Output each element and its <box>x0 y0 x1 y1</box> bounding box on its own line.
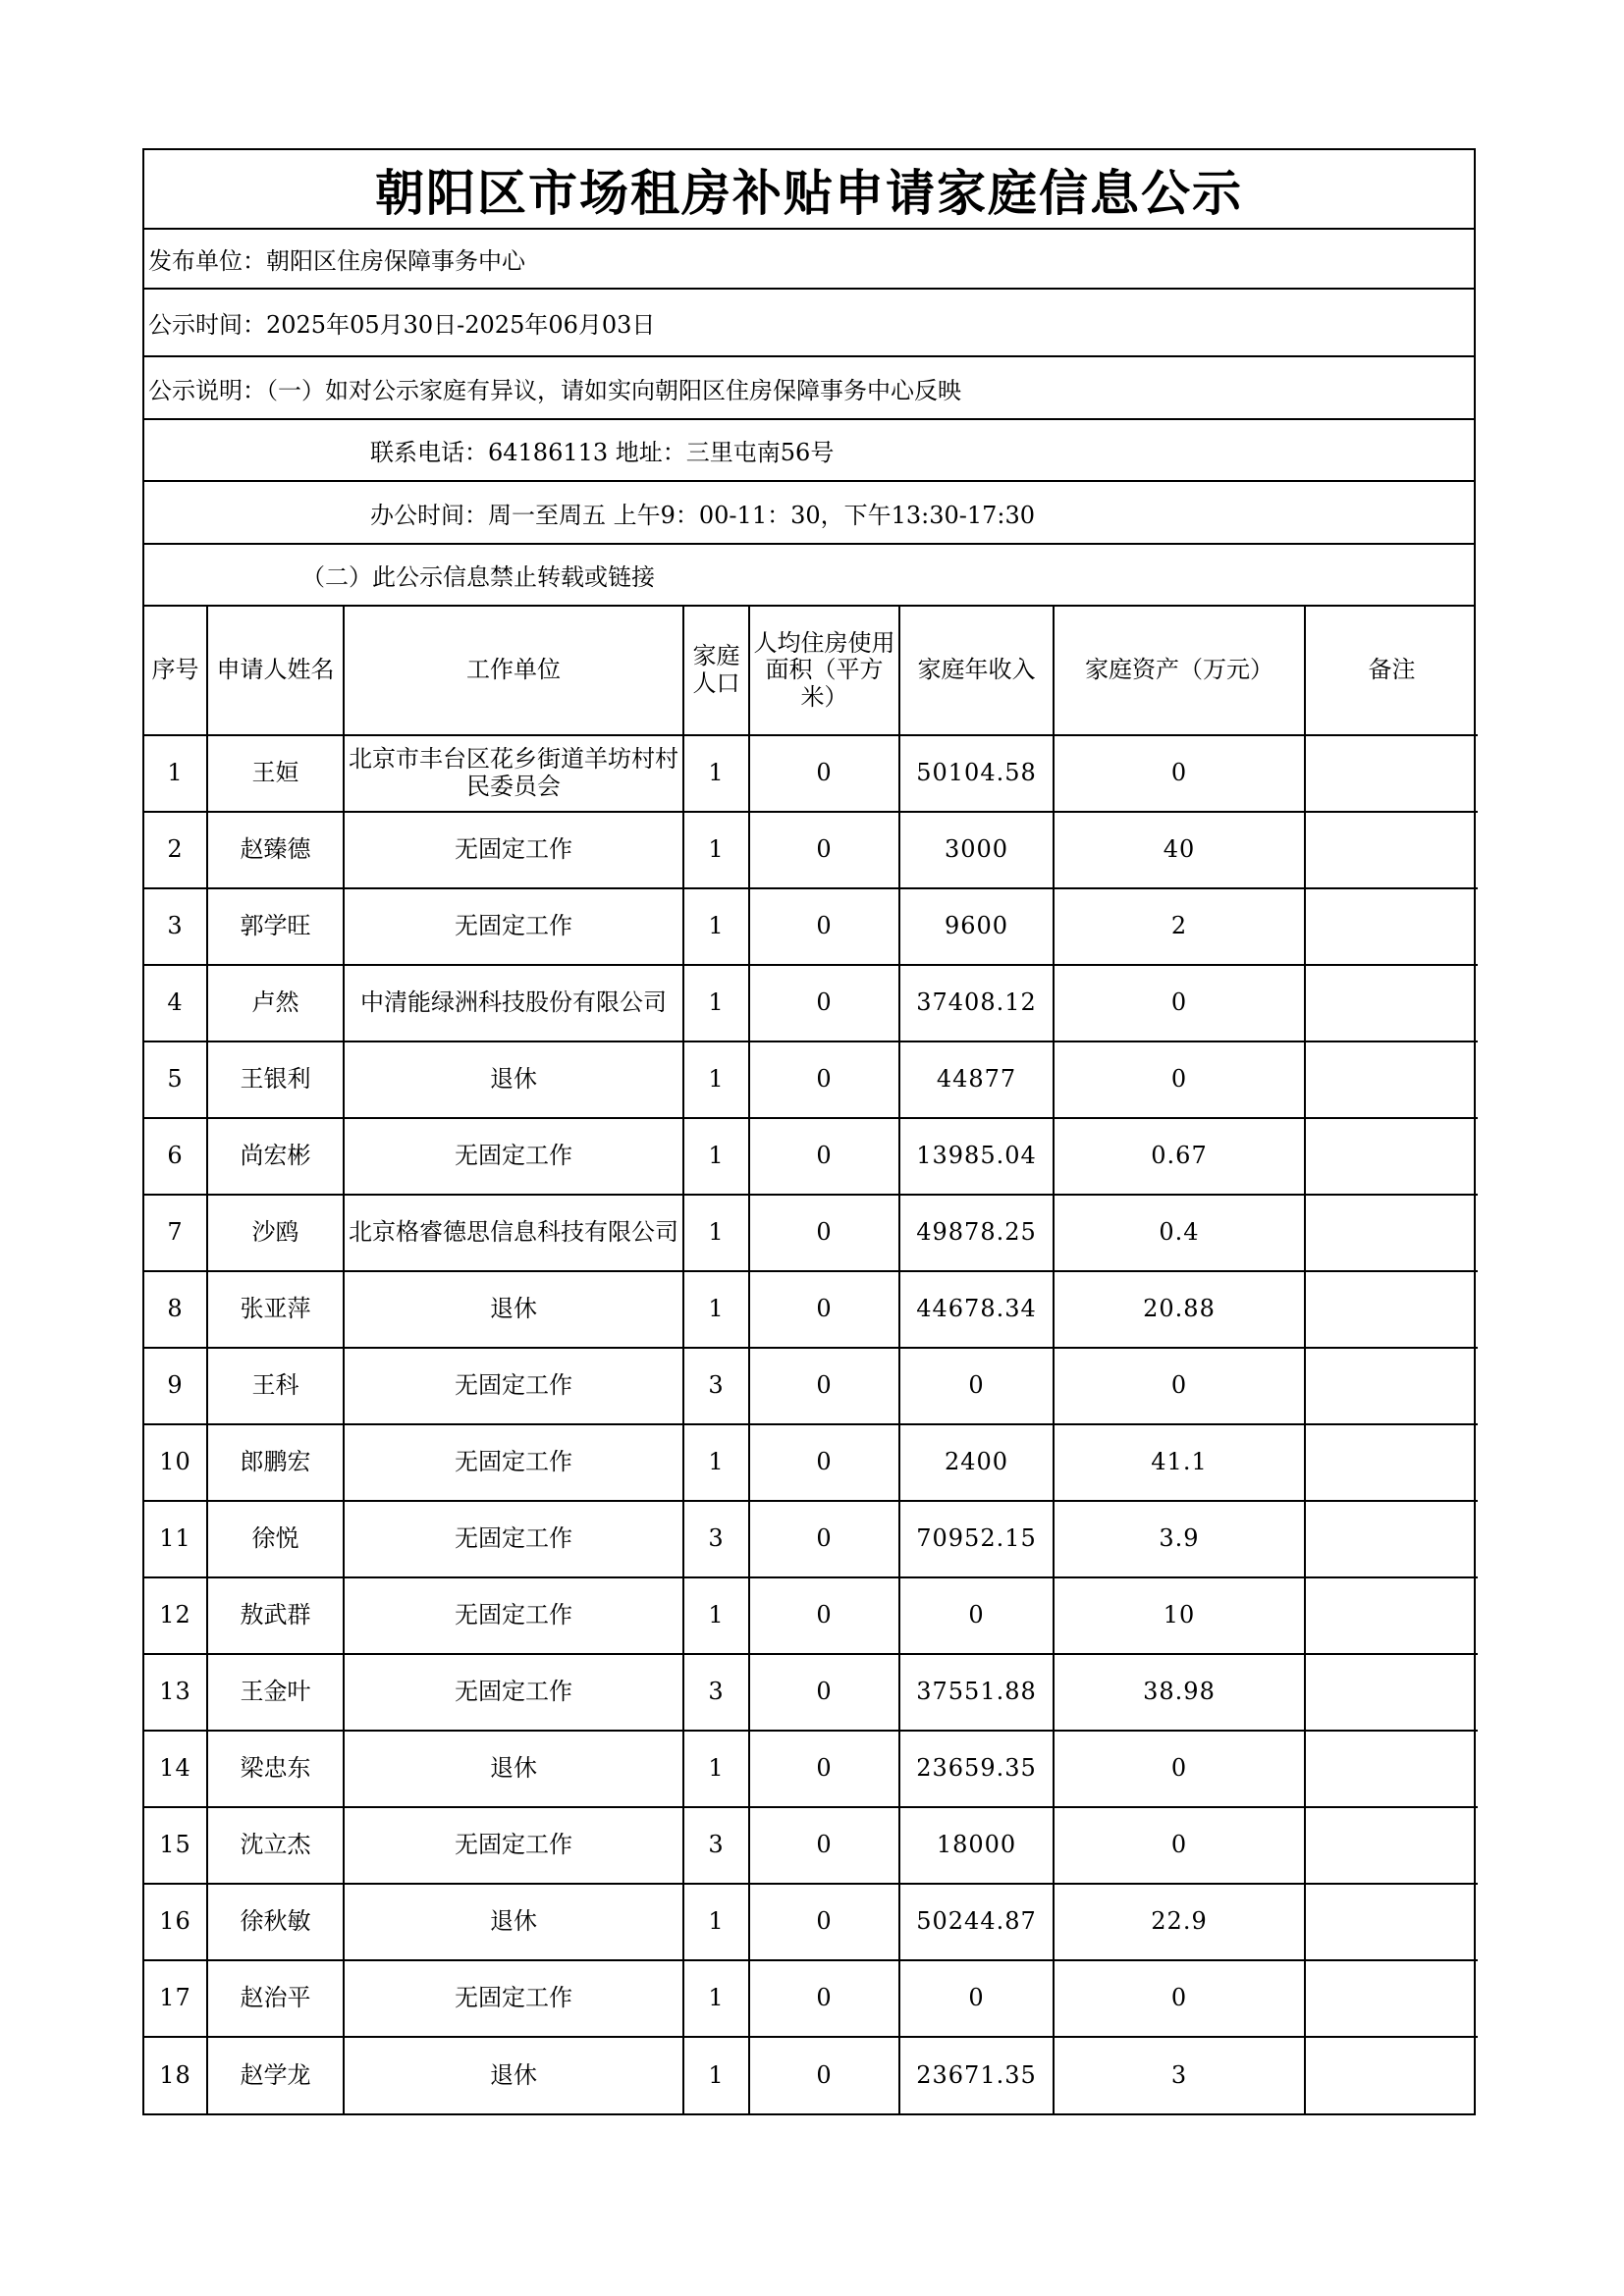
header-income: 家庭年收入 <box>899 607 1054 735</box>
cell-employer: 无固定工作 <box>344 1348 683 1424</box>
table-row <box>144 1118 1478 1195</box>
cell-income: 23671.35 <box>899 2037 1054 2113</box>
cell-employer: 北京格睿德思信息科技有限公司 <box>344 1195 683 1271</box>
cell-index: 13 <box>144 1654 207 1731</box>
hours-text: 办公时间：周一至周五 上午9：00-11：30，下午13:30-17:30 <box>370 501 1036 529</box>
cell-index: 15 <box>144 1807 207 1884</box>
cell-income: 50244.87 <box>899 1884 1054 1960</box>
cell-name: 王科 <box>207 1348 344 1424</box>
cell-remarks <box>1305 812 1478 888</box>
cell-name: 沙鸥 <box>207 1195 344 1271</box>
table-row <box>144 1654 1478 1731</box>
cell-area: 0 <box>749 1807 899 1884</box>
cell-income: 37551.88 <box>899 1654 1054 1731</box>
cell-index: 10 <box>144 1424 207 1501</box>
period-line <box>144 290 1474 357</box>
cell-name: 王银利 <box>207 1041 344 1118</box>
cell-index: 16 <box>144 1884 207 1960</box>
cell-household-size: 1 <box>683 965 749 1041</box>
cell-name: 沈立杰 <box>207 1807 344 1884</box>
cell-assets: 0 <box>1054 1348 1305 1424</box>
cell-assets: 0 <box>1054 1807 1305 1884</box>
cell-name: 王金叶 <box>207 1654 344 1731</box>
cell-employer: 中清能绿洲科技股份有限公司 <box>344 965 683 1041</box>
cell-assets: 0.67 <box>1054 1118 1305 1195</box>
cell-employer: 无固定工作 <box>344 1807 683 1884</box>
cell-employer: 无固定工作 <box>344 1501 683 1577</box>
table-row <box>144 1271 1478 1348</box>
header-employer: 工作单位 <box>344 607 683 735</box>
publisher-line <box>144 230 1474 290</box>
cell-name: 敖武群 <box>207 1577 344 1654</box>
cell-name: 郭学旺 <box>207 888 344 965</box>
table-row <box>144 812 1478 888</box>
cell-area: 0 <box>749 1654 899 1731</box>
cell-income: 9600 <box>899 888 1054 965</box>
cell-index: 11 <box>144 1501 207 1577</box>
cell-household-size: 3 <box>683 1501 749 1577</box>
table-row <box>144 888 1478 965</box>
table-row <box>144 1195 1478 1271</box>
cell-household-size: 1 <box>683 1271 749 1348</box>
cell-assets: 2 <box>1054 888 1305 965</box>
cell-remarks <box>1305 1195 1478 1271</box>
cell-household-size: 1 <box>683 1118 749 1195</box>
cell-employer: 无固定工作 <box>344 1118 683 1195</box>
hours-line <box>144 482 1474 545</box>
cell-remarks <box>1305 1960 1478 2037</box>
cell-index: 5 <box>144 1041 207 1118</box>
cell-area: 0 <box>749 1271 899 1348</box>
cell-area: 0 <box>749 1348 899 1424</box>
period-text: 公示时间：2025年05月30日-2025年06月03日 <box>148 311 656 339</box>
header-household-size: 家庭人口 <box>683 607 749 735</box>
cell-income: 44678.34 <box>899 1271 1054 1348</box>
cell-household-size: 1 <box>683 812 749 888</box>
cell-name: 梁忠东 <box>207 1731 344 1807</box>
cell-area: 0 <box>749 1960 899 2037</box>
cell-income: 44877 <box>899 1041 1054 1118</box>
cell-income: 37408.12 <box>899 965 1054 1041</box>
cell-remarks <box>1305 1424 1478 1501</box>
cell-household-size: 1 <box>683 1884 749 1960</box>
cell-employer: 退休 <box>344 1271 683 1348</box>
table-row <box>144 735 1478 812</box>
note1-text: 公示说明：（一）如对公示家庭有异议，请如实向朝阳区住房保障事务中心反映 <box>148 376 961 404</box>
table-row <box>144 1501 1478 1577</box>
cell-index: 7 <box>144 1195 207 1271</box>
cell-remarks <box>1305 735 1478 812</box>
publisher-text: 发布单位：朝阳区住房保障事务中心 <box>148 247 525 275</box>
cell-index: 2 <box>144 812 207 888</box>
cell-name: 赵治平 <box>207 1960 344 2037</box>
note2-line <box>144 545 1474 607</box>
cell-income: 2400 <box>899 1424 1054 1501</box>
table-row <box>144 1577 1478 1654</box>
header-assets: 家庭资产（万元） <box>1054 607 1305 735</box>
cell-name: 赵学龙 <box>207 2037 344 2113</box>
cell-index: 12 <box>144 1577 207 1654</box>
table-row <box>144 1960 1478 2037</box>
cell-employer: 无固定工作 <box>344 1654 683 1731</box>
cell-remarks <box>1305 1041 1478 1118</box>
cell-income: 13985.04 <box>899 1118 1054 1195</box>
page-title: 朝阳区市场租房补贴申请家庭信息公示 <box>144 150 1474 230</box>
contact-line <box>144 420 1474 482</box>
cell-employer: 退休 <box>344 1041 683 1118</box>
cell-employer: 退休 <box>344 2037 683 2113</box>
applicant-table <box>144 607 1478 2113</box>
cell-index: 3 <box>144 888 207 965</box>
cell-income: 49878.25 <box>899 1195 1054 1271</box>
header-remarks: 备注 <box>1305 607 1478 735</box>
header-area: 人均住房使用面积（平方米） <box>749 607 899 735</box>
cell-area: 0 <box>749 735 899 812</box>
cell-remarks <box>1305 1731 1478 1807</box>
cell-assets: 20.88 <box>1054 1271 1305 1348</box>
cell-remarks <box>1305 888 1478 965</box>
table-row <box>144 1041 1478 1118</box>
table-row <box>144 1731 1478 1807</box>
cell-household-size: 1 <box>683 1731 749 1807</box>
cell-assets: 0 <box>1054 1041 1305 1118</box>
cell-index: 9 <box>144 1348 207 1424</box>
cell-employer: 退休 <box>344 1884 683 1960</box>
cell-area: 0 <box>749 2037 899 2113</box>
cell-area: 0 <box>749 812 899 888</box>
cell-area: 0 <box>749 1501 899 1577</box>
cell-index: 17 <box>144 1960 207 2037</box>
cell-name: 郎鹏宏 <box>207 1424 344 1501</box>
cell-index: 4 <box>144 965 207 1041</box>
cell-index: 14 <box>144 1731 207 1807</box>
cell-name: 张亚萍 <box>207 1271 344 1348</box>
cell-income: 0 <box>899 1348 1054 1424</box>
cell-assets: 3.9 <box>1054 1501 1305 1577</box>
cell-area: 0 <box>749 1424 899 1501</box>
cell-income: 70952.15 <box>899 1501 1054 1577</box>
table-row <box>144 1348 1478 1424</box>
cell-assets: 40 <box>1054 812 1305 888</box>
cell-assets: 0 <box>1054 1960 1305 2037</box>
cell-name: 赵臻德 <box>207 812 344 888</box>
table-row <box>144 965 1478 1041</box>
cell-index: 8 <box>144 1271 207 1348</box>
cell-assets: 0.4 <box>1054 1195 1305 1271</box>
cell-remarks <box>1305 1807 1478 1884</box>
cell-employer: 无固定工作 <box>344 888 683 965</box>
cell-household-size: 1 <box>683 1041 749 1118</box>
cell-income: 18000 <box>899 1807 1054 1884</box>
cell-employer: 北京市丰台区花乡街道羊坊村村民委员会 <box>344 735 683 812</box>
cell-household-size: 3 <box>683 1348 749 1424</box>
cell-assets: 0 <box>1054 965 1305 1041</box>
cell-remarks <box>1305 1501 1478 1577</box>
cell-assets: 0 <box>1054 1731 1305 1807</box>
cell-remarks <box>1305 1118 1478 1195</box>
cell-household-size: 1 <box>683 735 749 812</box>
cell-assets: 3 <box>1054 2037 1305 2113</box>
table-row <box>144 1807 1478 1884</box>
cell-assets: 10 <box>1054 1577 1305 1654</box>
table-header-row <box>144 607 1478 735</box>
cell-area: 0 <box>749 1731 899 1807</box>
cell-income: 0 <box>899 1960 1054 2037</box>
cell-income: 3000 <box>899 812 1054 888</box>
cell-area: 0 <box>749 1577 899 1654</box>
cell-name: 卢然 <box>207 965 344 1041</box>
cell-employer: 无固定工作 <box>344 1424 683 1501</box>
cell-area: 0 <box>749 1041 899 1118</box>
table-row <box>144 1884 1478 1960</box>
header-name: 申请人姓名 <box>207 607 344 735</box>
contact-text: 联系电话：64186113 地址：三里屯南56号 <box>370 439 835 466</box>
table-body <box>144 735 1478 2113</box>
cell-household-size: 3 <box>683 1654 749 1731</box>
cell-household-size: 1 <box>683 1960 749 2037</box>
cell-household-size: 3 <box>683 1807 749 1884</box>
cell-name: 徐秋敏 <box>207 1884 344 1960</box>
cell-assets: 38.98 <box>1054 1654 1305 1731</box>
note1-line <box>144 357 1474 420</box>
cell-area: 0 <box>749 965 899 1041</box>
cell-index: 1 <box>144 735 207 812</box>
cell-area: 0 <box>749 1884 899 1960</box>
cell-household-size: 1 <box>683 1424 749 1501</box>
cell-household-size: 1 <box>683 1195 749 1271</box>
cell-area: 0 <box>749 1195 899 1271</box>
cell-household-size: 1 <box>683 1577 749 1654</box>
cell-remarks <box>1305 965 1478 1041</box>
cell-household-size: 1 <box>683 888 749 965</box>
note2-text: （二）此公示信息禁止转载或链接 <box>301 563 655 591</box>
cell-employer: 无固定工作 <box>344 812 683 888</box>
notice-sheet <box>142 148 1476 2115</box>
cell-remarks <box>1305 1348 1478 1424</box>
table-row <box>144 2037 1478 2113</box>
cell-employer: 退休 <box>344 1731 683 1807</box>
cell-household-size: 1 <box>683 2037 749 2113</box>
cell-assets: 22.9 <box>1054 1884 1305 1960</box>
table-row <box>144 1424 1478 1501</box>
cell-name: 王姮 <box>207 735 344 812</box>
cell-employer: 无固定工作 <box>344 1960 683 2037</box>
cell-remarks <box>1305 2037 1478 2113</box>
cell-name: 徐悦 <box>207 1501 344 1577</box>
cell-area: 0 <box>749 1118 899 1195</box>
cell-remarks <box>1305 1884 1478 1960</box>
cell-index: 6 <box>144 1118 207 1195</box>
cell-assets: 41.1 <box>1054 1424 1305 1501</box>
cell-income: 50104.58 <box>899 735 1054 812</box>
cell-assets: 0 <box>1054 735 1305 812</box>
cell-income: 0 <box>899 1577 1054 1654</box>
cell-remarks <box>1305 1654 1478 1731</box>
cell-name: 尚宏彬 <box>207 1118 344 1195</box>
cell-area: 0 <box>749 888 899 965</box>
cell-index: 18 <box>144 2037 207 2113</box>
header-index: 序号 <box>144 607 207 735</box>
cell-remarks <box>1305 1577 1478 1654</box>
cell-employer: 无固定工作 <box>344 1577 683 1654</box>
cell-remarks <box>1305 1271 1478 1348</box>
cell-income: 23659.35 <box>899 1731 1054 1807</box>
